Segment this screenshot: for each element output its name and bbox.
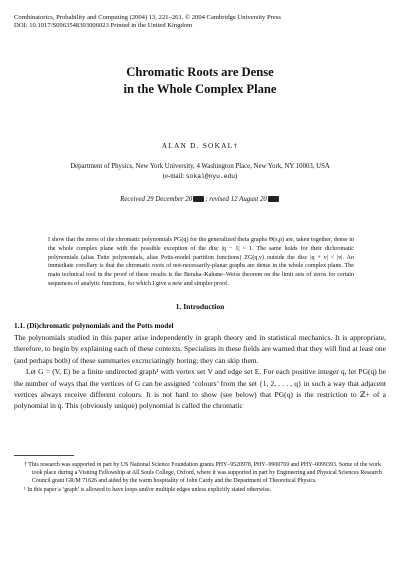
- affiliation: [0, 162, 400, 182]
- abstract: [48, 236, 354, 289]
- received-date: Received 29 December 20: [120, 196, 193, 203]
- redaction-blot: [193, 196, 204, 202]
- email-address[interactable]: sokal@nyu.edu: [185, 173, 236, 180]
- dates-line: [0, 196, 400, 203]
- section-heading: 1. Introduction: [175, 302, 225, 311]
- body-text: [14, 332, 386, 412]
- footnotes: [14, 462, 386, 495]
- revised-date: ; revised 12 August 20: [205, 196, 267, 203]
- email-label: (e-mail:: [162, 173, 186, 180]
- journal-citation-line: Combinatorics, Probability and Computing (2004) 13, 221–261. © 2004 Cambridge University Press: [14, 14, 281, 21]
- paper-title: [0, 64, 400, 98]
- subsection-heading: 1.1. (Di)chromatic polynomials and the Potts model: [14, 321, 174, 330]
- redaction-blot: [268, 196, 279, 202]
- paragraph-1: The polynomials studied in this paper arise independently in graph theory and in statistical mechanics. It is appropriate, therefore, to begin by explaining each of these contexts. Specialists in these fields are warned that they will find at least one (and perhaps both) of these summaries excruciatingly boring; they can skip them.: [14, 333, 386, 365]
- footnote-rule: [14, 455, 74, 456]
- email-line: [0, 172, 400, 182]
- email-close: ): [235, 173, 238, 180]
- title-line-1: Chromatic Roots are Dense: [126, 65, 274, 79]
- abstract-text: I show that the zeros of the chromatic polynomials PG(q) for the generalized theta graphs Θ(s,p) are, taken together, dense in the whole complex plane with the possible exception of the disc |q − 1| < 1. The same holds for their dichromatic polynomials (alias Tutte polynomials, alias Potts-model partition functions) ZG(q,v) outside the disc |q + v| < |v|. An immediate corollary is that the chromatic roots of not-necessarily-planar graphs are dense in the whole complex plane. The main technical tool in the proof of these results is the Beraha–Kahane–Weiss theorem on the limit sets of zeros for certain sequences of analytic functions, for which I give a new and simpler proof.: [48, 237, 354, 287]
- author-name: ALAN D. SOKAL†: [161, 141, 239, 150]
- footnote-funding: † This research was supported in part by US National Science Foundation grants PHY–9520978, PHY–9900769 and PHY–0099393. Some of the work took place during a Visiting Fellowship at All Souls College, Oxford, where it was supported in part by Engineering and Physical Sciences Research Council grant GR/M 71626 and aided by the warm hospitality of John Cardy and the Department of Theoretical Physics.: [24, 462, 382, 484]
- running-header: [14, 14, 386, 31]
- paragraph-2: Let G = (V, E) be a finite undirected graph¹ with vertex set V and edge set E. For each positive integer q, let PG(q) be the number of ways that the vertices of G can be assigned ‘colours’ from the set {1, 2, . . . , q} in such a way that adjacent vertices always receive different colours. It is not hard to show (see below) that PG(q) is the restriction to ℤ+ of a polynomial in q. This (obviously unique) polynomial is called the chromatic: [14, 367, 386, 411]
- doi-line: DOI: 10.1017/S0963548303006023 Printed in the United Kingdom: [14, 22, 193, 30]
- footnote-graph-definition: ¹ In this paper a ‘graph’ is allowed to have loops and/or multiple edges unless explicitly stated otherwise.: [24, 486, 272, 493]
- affiliation-address: Department of Physics, New York University, 4 Washington Place, New York, NY 10003, USA: [70, 163, 330, 170]
- title-line-2: in the Whole Complex Plane: [123, 82, 277, 96]
